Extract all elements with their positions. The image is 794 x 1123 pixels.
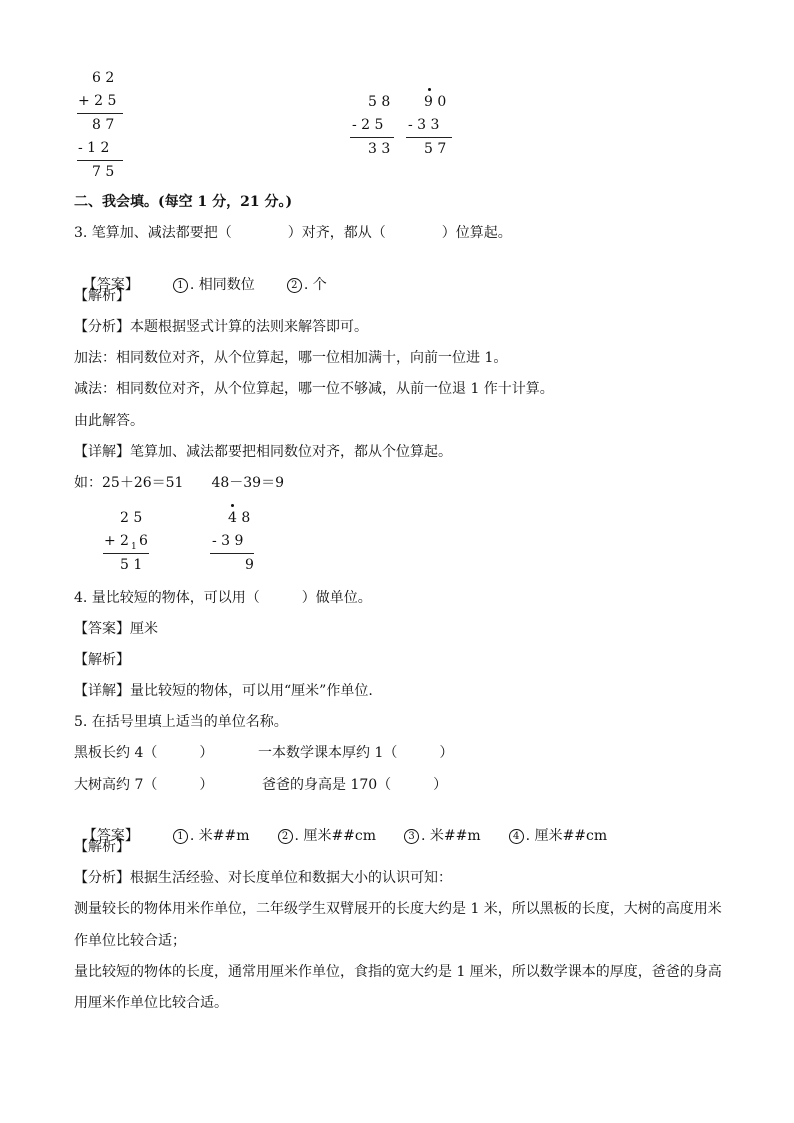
circled-number-icon: 3: [404, 829, 419, 844]
borrow-dot: [231, 504, 234, 507]
calc-row: 8 7: [92, 117, 115, 133]
calc-row: 7 5: [92, 164, 115, 180]
calc-row: - 1 2: [78, 140, 110, 156]
answer-row-q4: 【答案】厘米: [74, 621, 158, 637]
analysis-text: 用厘米作单位比较合适。: [74, 995, 228, 1011]
answer-item: . 个: [303, 277, 327, 293]
answer-item: . 米##m: [421, 828, 481, 844]
calc-row: + 2 5: [78, 93, 117, 109]
calc-row: 5 7: [424, 141, 447, 157]
calc-row: 3 3: [368, 141, 391, 157]
calc-divider: [77, 113, 123, 114]
circled-number-icon: 1: [173, 829, 188, 844]
calc-digit: 2: [120, 533, 129, 549]
circled-number-icon: 4: [509, 829, 524, 844]
fill-item: 一本数学课本厚约 1（ ）: [258, 745, 454, 761]
borrow-dot: [428, 88, 431, 91]
answer-item: . 厘米##cm: [525, 828, 608, 844]
question-3: 3. 笔算加、减法都要把（ ）对齐，都从（ ）位算起。: [74, 225, 512, 241]
calc-divider: [406, 137, 452, 138]
calc-row: - 3 3: [408, 117, 440, 133]
calc-sign: +: [104, 533, 116, 549]
answer-item: . 米##m: [189, 828, 250, 844]
circled-number-icon: 2: [287, 278, 302, 293]
analysis-tag: 【解析】: [74, 652, 130, 668]
analysis-text: 【分析】根据生活经验、对长度单位和数据大小的认识可知：: [74, 870, 452, 886]
fill-item: 爸爸的身高是 170（ ）: [262, 777, 448, 793]
answer-row-q5: [74, 806, 607, 846]
calc-divider: [210, 553, 254, 554]
calc-row: 9 0: [424, 94, 447, 110]
question-4: 4. 量比较短的物体，可以用（ ）做单位。: [74, 590, 372, 606]
calc-digit: 6: [139, 533, 148, 549]
calc-divider: [77, 160, 123, 161]
question-5: 5. 在括号里填上适当的单位名称。: [74, 714, 288, 730]
section-title: 二、我会填。(每空 1 分，21 分。): [74, 194, 293, 210]
calc-row: 5 8: [368, 94, 391, 110]
analysis-text: 作单位比较合适；: [74, 933, 186, 949]
calc-row: 9: [245, 557, 254, 573]
carry-mark: 1: [131, 542, 137, 552]
calc-divider: [350, 137, 394, 138]
calc-row: 4 8: [228, 510, 251, 526]
analysis-text: 减法：相同数位对齐，从个位算起，哪一位不够减，从前一位退 1 作十计算。: [74, 381, 554, 397]
calc-row: 6 2: [92, 70, 115, 86]
analysis-tag: 【解析】: [74, 288, 130, 304]
detail-text: 【详解】量比较短的物体，可以用“厘米”作单位.: [74, 683, 373, 699]
analysis-text: 由此解答。: [74, 413, 144, 429]
analysis-text: 测量较长的物体用米作单位，二年级学生双臂展开的长度大约是 1 米，所以黑板的长度，大树的高度用米: [74, 901, 722, 917]
calc-divider: [103, 553, 149, 554]
circled-number-icon: 1: [173, 278, 188, 293]
fill-item: 黑板长约 4（ ）: [74, 745, 214, 761]
circled-number-icon: 2: [278, 829, 293, 844]
detail-text: 【详解】笔算加、减法都要把相同数位对齐，都从个位算起。: [74, 444, 452, 460]
calc-row: - 2 5: [352, 117, 384, 133]
answer-item: . 相同数位: [189, 277, 255, 293]
calc-row: - 3 9: [212, 533, 244, 549]
analysis-text: 量比较短的物体的长度，通常用厘米作单位，食指的宽大约是 1 厘米，所以数学课本的厚度，爸爸的身高: [74, 964, 722, 980]
calc-row: 2 5: [120, 510, 143, 526]
answer-tag: 【答案】: [82, 828, 139, 844]
fill-item: 大树高约 7（ ）: [74, 777, 214, 793]
example-text: 如：25＋26＝51 48－39＝9: [74, 475, 284, 491]
analysis-text: 加法：相同数位对齐，从个位算起，哪一位相加满十，向前一位进 1。: [74, 350, 508, 366]
answer-tag: 【答案】: [82, 277, 139, 293]
calc-row: 5 1: [120, 557, 143, 573]
analysis-text: 【分析】本题根据竖式计算的法则来解答即可。: [74, 319, 368, 335]
analysis-tag: 【解析】: [74, 839, 130, 855]
answer-item: . 厘米##cm: [294, 828, 377, 844]
